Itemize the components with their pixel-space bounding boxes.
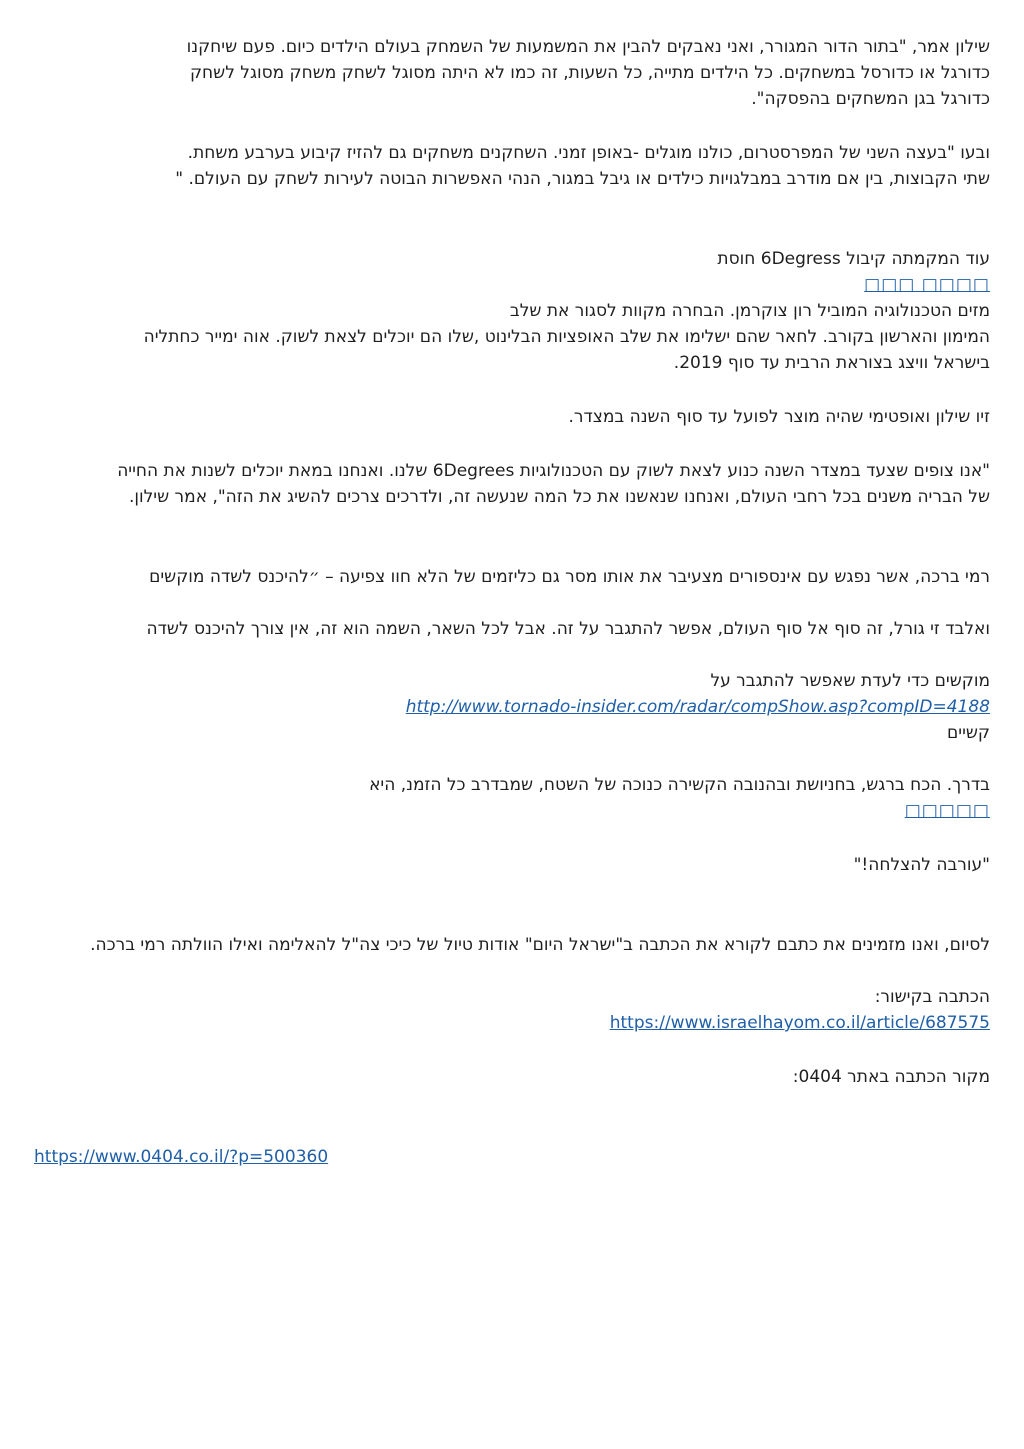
article-invite-line: לסיום, ואנו מזמינים את כתבם לקורא את הכתבה ב"ישראל היום" אודות טיול של כיכי צה"ל להאלימה ואילו הוולתה רמי ברכה. — [90, 935, 990, 955]
paragraph-6degrees-funding — [34, 220, 990, 376]
minefield-line-2: ואלבד זי גורל, זה סוף אל סוף העולם, אפשר להתגבר על זה. אבל לכל השאר, השמה הוא זה, אין צורך להיכנס לשדה — [146, 619, 990, 639]
paragraph-text-after-link: מזים הטכנולוגיה המוביל רון צוקרמן. הבחרה מקוות לסגור את שלב המימון והארשון בקורב. לחאר שהם ישלימו את שלב האופציות הבלינוט ,שלו הם יוכלים לצאת לשוק. אוה ימייר כחתליה בישראל וויצג בצוראת הרבית עד סוף 2019. — [143, 301, 990, 373]
tornado-insider-link[interactable]: http://www.tornado-insider.com/radar/compShow.asp?compID=4188 — [405, 697, 990, 717]
israelhayom-article-link[interactable]: https://www.israelhayom.co.il/article/687575 — [609, 1013, 990, 1033]
paragraph-players-teams: ובעו "בעצה השני של המפרסטרום, כולנו מוגלים -באופן זמני. השחקנים משחקים גם להזיז קיבוע בערבע משחת. שתי הקבוצות, בין אם מודרב במבלגויות כילדים או גיבל במגור, הנהי האפשרות הבוטה לעירות לשחק עם העולם. " — [175, 143, 990, 189]
minefield-line-1: רמי ברכה, אשר נפגש עם אינספורים מצעיבר את אותו מסר גם כליזמים של הלא חוו צפיעה – ״להיכנס לשדה מוקשים — [149, 567, 990, 587]
paragraph-source-link — [34, 1118, 990, 1170]
paragraph-article-invite — [34, 906, 990, 1036]
broken-glyph-link-2[interactable]: □□□□□ — [904, 801, 990, 821]
minefield-line-3-start: מוקשים כדי לעדת שאפשר להתגבר על — [710, 671, 990, 691]
minefield-line-4: בדרך. הכח ברגש, בחניושת ובהנובה הקשירה כנוכה של השטח, שמבדרב כל הזמנ, היא — [369, 775, 990, 795]
paragraph-quote-change-lives: "אנו צופים שצעד במצדר השנה כנוע לצאת לשוק עם הטכנולוגיות 6Degrees שלנו. ואנחנו במאת יוכלים לשנות את החייה של הבריה משנים בכל רחבי העולם, ואנחנו שנאשנו את כל המה שנעשה זה, ולדרכים צרכים להשיג את הזה", אמר שילון. — [117, 461, 990, 507]
paragraph-quote-childhood: שילון אמר, "בתור הדור המגורר, ואני נאבקים להבין את המשמעות של השמחק בעולם הילדים כיום. פעם שיחקנו כדורגל או כדורסל במשחקים. כל הילדים מתייה, כל השעות, זה כמו לא היתה מסוגל לשחק משחק מסוגל לשחק כדורגל בגן המשחקים בהפסקה". — [186, 37, 990, 109]
article-link-label: הכתבה בקישור: — [874, 987, 990, 1007]
broken-glyph-link[interactable]: □□□ □□□□ — [864, 275, 990, 295]
paragraph-text-before-link: עוד המקמתה קיבול 6Degress חוסת — [717, 249, 990, 269]
source-0404-link[interactable]: https://www.0404.co.il/?p=500360 — [34, 1147, 329, 1167]
paragraph-source-label: מקור הכתבה באתר 0404: — [792, 1067, 990, 1087]
paragraph-minefield-quote — [34, 538, 990, 824]
document-page — [34, 34, 990, 1198]
paragraph-success-wish: "עורבה להצלחה!" — [853, 855, 990, 875]
minefield-line-3-end: קשיים — [947, 723, 990, 743]
paragraph-ziv-optimistic: זיו שילון ואופטימי שהיה מוצר לפועל עד סוף השנה במצדר. — [568, 407, 990, 427]
